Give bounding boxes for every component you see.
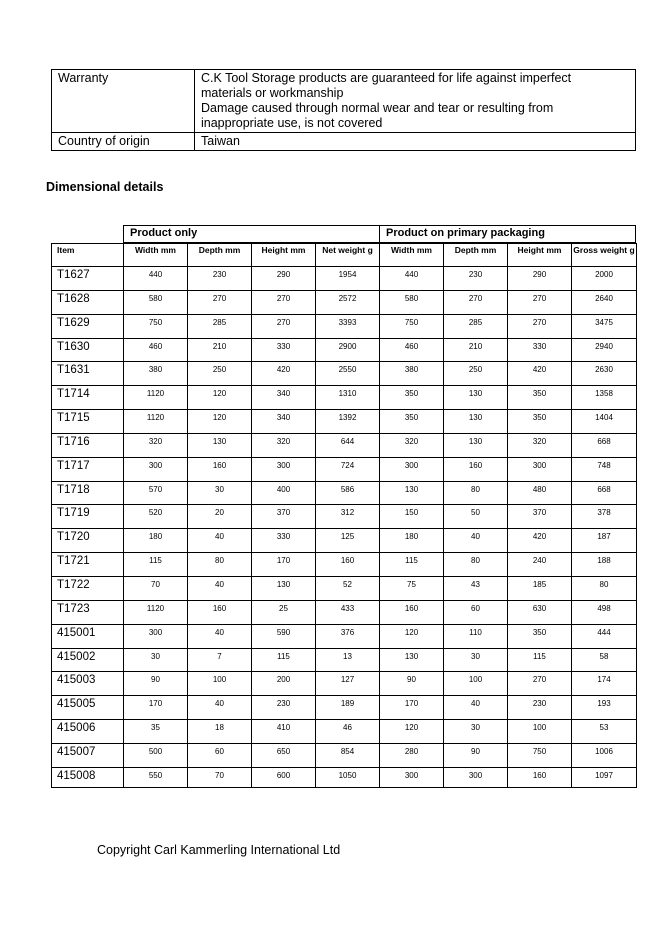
table-cell: 170 <box>252 553 316 577</box>
table-row <box>52 290 637 314</box>
table-cell: 550 <box>124 767 188 787</box>
item-code-cell: T1716 <box>52 433 124 457</box>
table-cell: 630 <box>508 600 572 624</box>
table-cell: 1404 <box>572 410 637 434</box>
table-cell: 189 <box>316 696 380 720</box>
table-cell: 25 <box>252 600 316 624</box>
dimensions-table-body <box>52 267 637 788</box>
table-cell: 520 <box>124 505 188 529</box>
table-cell: 30 <box>124 648 188 672</box>
table-cell: 40 <box>444 529 508 553</box>
table-cell: 600 <box>252 767 316 787</box>
table-cell: 320 <box>508 433 572 457</box>
table-cell: 668 <box>572 481 637 505</box>
table-cell: 285 <box>444 314 508 338</box>
group-header-primary-packaging: Product on primary packaging <box>379 225 636 243</box>
table-cell: 40 <box>444 696 508 720</box>
table-cell: 1954 <box>316 267 380 291</box>
table-cell: 2550 <box>316 362 380 386</box>
table-cell: 35 <box>124 720 188 744</box>
table-row <box>52 672 637 696</box>
table-cell: 3393 <box>316 314 380 338</box>
table-cell: 270 <box>444 290 508 314</box>
table-cell: 80 <box>444 553 508 577</box>
table-cell: 440 <box>380 267 444 291</box>
table-cell: 380 <box>124 362 188 386</box>
table-cell: 30 <box>444 648 508 672</box>
table-cell: 500 <box>124 743 188 767</box>
item-code-cell: T1629 <box>52 314 124 338</box>
table-cell: 580 <box>124 290 188 314</box>
table-row <box>52 600 637 624</box>
table-cell: 193 <box>572 696 637 720</box>
table-cell: 230 <box>188 267 252 291</box>
table-cell: 1120 <box>124 410 188 434</box>
table-cell: 270 <box>508 672 572 696</box>
column-header: Height mm <box>252 244 316 267</box>
table-cell: 130 <box>444 386 508 410</box>
table-cell: 1392 <box>316 410 380 434</box>
table-cell: 40 <box>188 529 252 553</box>
table-row <box>52 505 637 529</box>
table-cell: 46 <box>316 720 380 744</box>
table-cell: 1120 <box>124 386 188 410</box>
table-cell: 120 <box>188 410 252 434</box>
table-cell: 2000 <box>572 267 637 291</box>
item-code-cell: 415003 <box>52 672 124 696</box>
table-cell: 160 <box>188 600 252 624</box>
table-cell: 350 <box>380 410 444 434</box>
table-cell: 160 <box>508 767 572 787</box>
table-cell: 460 <box>380 338 444 362</box>
table-cell: 240 <box>508 553 572 577</box>
table-cell: 300 <box>124 457 188 481</box>
table-cell: 444 <box>572 624 637 648</box>
table-cell: 250 <box>444 362 508 386</box>
table-row <box>52 720 637 744</box>
table-cell: 53 <box>572 720 637 744</box>
table-cell: 120 <box>380 720 444 744</box>
table-cell: 340 <box>252 410 316 434</box>
table-cell: 40 <box>188 624 252 648</box>
dimensions-table <box>51 243 637 788</box>
table-cell: 300 <box>124 624 188 648</box>
table-cell: 2900 <box>316 338 380 362</box>
table-row <box>52 767 637 787</box>
table-cell: 376 <box>316 624 380 648</box>
table-cell: 58 <box>572 648 637 672</box>
table-cell: 330 <box>508 338 572 362</box>
origin-value: Taiwan <box>195 133 636 151</box>
warranty-value <box>195 70 636 133</box>
table-cell: 300 <box>252 457 316 481</box>
table-cell: 724 <box>316 457 380 481</box>
table-row <box>52 576 637 600</box>
table-cell: 100 <box>444 672 508 696</box>
table-cell: 290 <box>252 267 316 291</box>
table-cell: 80 <box>444 481 508 505</box>
table-cell: 20 <box>188 505 252 529</box>
table-row <box>52 362 637 386</box>
table-cell: 150 <box>380 505 444 529</box>
table-cell: 80 <box>188 553 252 577</box>
table-row <box>52 457 637 481</box>
table-cell: 250 <box>188 362 252 386</box>
table-cell: 2630 <box>572 362 637 386</box>
column-header: Height mm <box>508 244 572 267</box>
table-cell: 115 <box>124 553 188 577</box>
table-cell: 1120 <box>124 600 188 624</box>
table-cell: 160 <box>188 457 252 481</box>
table-row <box>52 648 637 672</box>
table-row <box>52 624 637 648</box>
table-cell: 130 <box>188 433 252 457</box>
table-cell: 7 <box>188 648 252 672</box>
table-cell: 120 <box>380 624 444 648</box>
table-cell: 160 <box>444 457 508 481</box>
table-row <box>52 338 637 362</box>
table-cell: 230 <box>508 696 572 720</box>
table-row <box>52 553 637 577</box>
table-cell: 125 <box>316 529 380 553</box>
table-cell: 270 <box>508 314 572 338</box>
table-cell: 270 <box>252 290 316 314</box>
table-row <box>52 314 637 338</box>
table-cell: 420 <box>508 529 572 553</box>
table-cell: 410 <box>252 720 316 744</box>
table-cell: 60 <box>188 743 252 767</box>
section-title: Dimensional details <box>46 180 164 194</box>
table-row <box>52 267 637 291</box>
table-cell: 340 <box>252 386 316 410</box>
item-code-cell: T1627 <box>52 267 124 291</box>
table-cell: 480 <box>508 481 572 505</box>
table-cell: 210 <box>444 338 508 362</box>
item-code-cell: T1722 <box>52 576 124 600</box>
item-code-cell: T1631 <box>52 362 124 386</box>
table-cell: 174 <box>572 672 637 696</box>
table-cell: 460 <box>124 338 188 362</box>
table-cell: 750 <box>124 314 188 338</box>
table-cell: 285 <box>188 314 252 338</box>
origin-row <box>52 133 636 151</box>
table-cell: 320 <box>380 433 444 457</box>
table-cell: 350 <box>380 386 444 410</box>
column-header: Depth mm <box>444 244 508 267</box>
table-cell: 570 <box>124 481 188 505</box>
table-cell: 580 <box>380 290 444 314</box>
table-cell: 2940 <box>572 338 637 362</box>
table-cell: 50 <box>444 505 508 529</box>
table-row <box>52 529 637 553</box>
table-cell: 170 <box>124 696 188 720</box>
table-cell: 180 <box>124 529 188 553</box>
table-cell: 230 <box>252 696 316 720</box>
warranty-text-line: inappropriate use, is not covered <box>201 116 383 130</box>
table-row <box>52 481 637 505</box>
table-cell: 668 <box>572 433 637 457</box>
table-cell: 320 <box>252 433 316 457</box>
table-cell: 270 <box>188 290 252 314</box>
table-cell: 115 <box>508 648 572 672</box>
group-header-product-only: Product only <box>123 225 380 243</box>
table-cell: 750 <box>380 314 444 338</box>
table-cell: 420 <box>508 362 572 386</box>
table-cell: 300 <box>380 767 444 787</box>
column-header: Gross weight g <box>572 244 637 267</box>
table-cell: 300 <box>444 767 508 787</box>
column-header: Net weight g <box>316 244 380 267</box>
table-cell: 370 <box>508 505 572 529</box>
table-cell: 440 <box>124 267 188 291</box>
table-cell: 854 <box>316 743 380 767</box>
item-code-cell: 415006 <box>52 720 124 744</box>
table-cell: 378 <box>572 505 637 529</box>
table-cell: 100 <box>508 720 572 744</box>
table-cell: 13 <box>316 648 380 672</box>
table-cell: 200 <box>252 672 316 696</box>
table-cell: 115 <box>252 648 316 672</box>
table-cell: 350 <box>508 410 572 434</box>
table-cell: 30 <box>188 481 252 505</box>
table-cell: 70 <box>188 767 252 787</box>
table-cell: 70 <box>124 576 188 600</box>
table-cell: 30 <box>444 720 508 744</box>
table-cell: 350 <box>508 624 572 648</box>
column-header: Width mm <box>380 244 444 267</box>
table-cell: 180 <box>380 529 444 553</box>
table-cell: 644 <box>316 433 380 457</box>
table-cell: 300 <box>380 457 444 481</box>
copyright-footer: Copyright Carl Kammerling International Ltd <box>97 843 341 857</box>
table-cell: 300 <box>508 457 572 481</box>
table-cell: 380 <box>380 362 444 386</box>
table-cell: 498 <box>572 600 637 624</box>
table-cell: 320 <box>124 433 188 457</box>
table-cell: 115 <box>380 553 444 577</box>
table-cell: 130 <box>444 433 508 457</box>
item-code-cell: T1723 <box>52 600 124 624</box>
table-cell: 1310 <box>316 386 380 410</box>
table-cell: 650 <box>252 743 316 767</box>
table-cell: 160 <box>316 553 380 577</box>
table-cell: 160 <box>380 600 444 624</box>
item-code-cell: 415007 <box>52 743 124 767</box>
item-code-cell: 415005 <box>52 696 124 720</box>
item-code-cell: 415002 <box>52 648 124 672</box>
origin-label: Country of origin <box>52 133 195 151</box>
table-cell: 40 <box>188 576 252 600</box>
item-code-cell: T1630 <box>52 338 124 362</box>
table-cell: 230 <box>444 267 508 291</box>
item-code-cell: T1720 <box>52 529 124 553</box>
table-cell: 1006 <box>572 743 637 767</box>
table-cell: 590 <box>252 624 316 648</box>
table-cell: 420 <box>252 362 316 386</box>
warranty-text-line: C.K Tool Storage products are guaranteed for life against imperfect <box>201 71 572 85</box>
table-cell: 350 <box>508 386 572 410</box>
table-cell: 330 <box>252 338 316 362</box>
table-cell: 90 <box>380 672 444 696</box>
table-cell: 130 <box>252 576 316 600</box>
product-info-table <box>51 69 636 151</box>
table-cell: 170 <box>380 696 444 720</box>
table-cell: 280 <box>380 743 444 767</box>
item-code-cell: T1715 <box>52 410 124 434</box>
table-cell: 2640 <box>572 290 637 314</box>
table-cell: 40 <box>188 696 252 720</box>
table-cell: 433 <box>316 600 380 624</box>
table-cell: 370 <box>252 505 316 529</box>
warranty-text-line: Damage caused through normal wear and tear or resulting from <box>201 101 554 115</box>
table-cell: 185 <box>508 576 572 600</box>
column-header: Width mm <box>124 244 188 267</box>
warranty-row <box>52 70 636 133</box>
table-cell: 130 <box>380 481 444 505</box>
table-cell: 18 <box>188 720 252 744</box>
table-cell: 75 <box>380 576 444 600</box>
table-cell: 312 <box>316 505 380 529</box>
table-cell: 110 <box>444 624 508 648</box>
table-cell: 120 <box>188 386 252 410</box>
table-cell: 2572 <box>316 290 380 314</box>
table-row <box>52 433 637 457</box>
item-code-cell: T1718 <box>52 481 124 505</box>
table-cell: 127 <box>316 672 380 696</box>
table-cell: 90 <box>124 672 188 696</box>
table-cell: 1050 <box>316 767 380 787</box>
table-row <box>52 696 637 720</box>
item-code-cell: T1719 <box>52 505 124 529</box>
item-code-cell: 415008 <box>52 767 124 787</box>
table-cell: 750 <box>508 743 572 767</box>
table-cell: 52 <box>316 576 380 600</box>
table-cell: 1358 <box>572 386 637 410</box>
table-cell: 270 <box>508 290 572 314</box>
table-row <box>52 410 637 434</box>
item-code-cell: T1721 <box>52 553 124 577</box>
table-cell: 748 <box>572 457 637 481</box>
table-cell: 43 <box>444 576 508 600</box>
table-cell: 188 <box>572 553 637 577</box>
table-cell: 290 <box>508 267 572 291</box>
table-cell: 210 <box>188 338 252 362</box>
item-code-cell: T1628 <box>52 290 124 314</box>
table-cell: 400 <box>252 481 316 505</box>
table-cell: 80 <box>572 576 637 600</box>
table-row <box>52 386 637 410</box>
item-code-cell: T1714 <box>52 386 124 410</box>
column-header: Item <box>52 244 124 267</box>
table-cell: 3475 <box>572 314 637 338</box>
table-cell: 60 <box>444 600 508 624</box>
table-cell: 1097 <box>572 767 637 787</box>
table-cell: 130 <box>380 648 444 672</box>
table-cell: 90 <box>444 743 508 767</box>
table-cell: 187 <box>572 529 637 553</box>
table-cell: 586 <box>316 481 380 505</box>
column-header: Depth mm <box>188 244 252 267</box>
warranty-text-line: materials or workmanship <box>201 86 344 100</box>
table-cell: 270 <box>252 314 316 338</box>
warranty-label: Warranty <box>52 70 195 133</box>
item-code-cell: T1717 <box>52 457 124 481</box>
table-cell: 130 <box>444 410 508 434</box>
item-code-cell: 415001 <box>52 624 124 648</box>
table-row <box>52 743 637 767</box>
table-cell: 330 <box>252 529 316 553</box>
table-cell: 100 <box>188 672 252 696</box>
header-row <box>52 244 637 267</box>
